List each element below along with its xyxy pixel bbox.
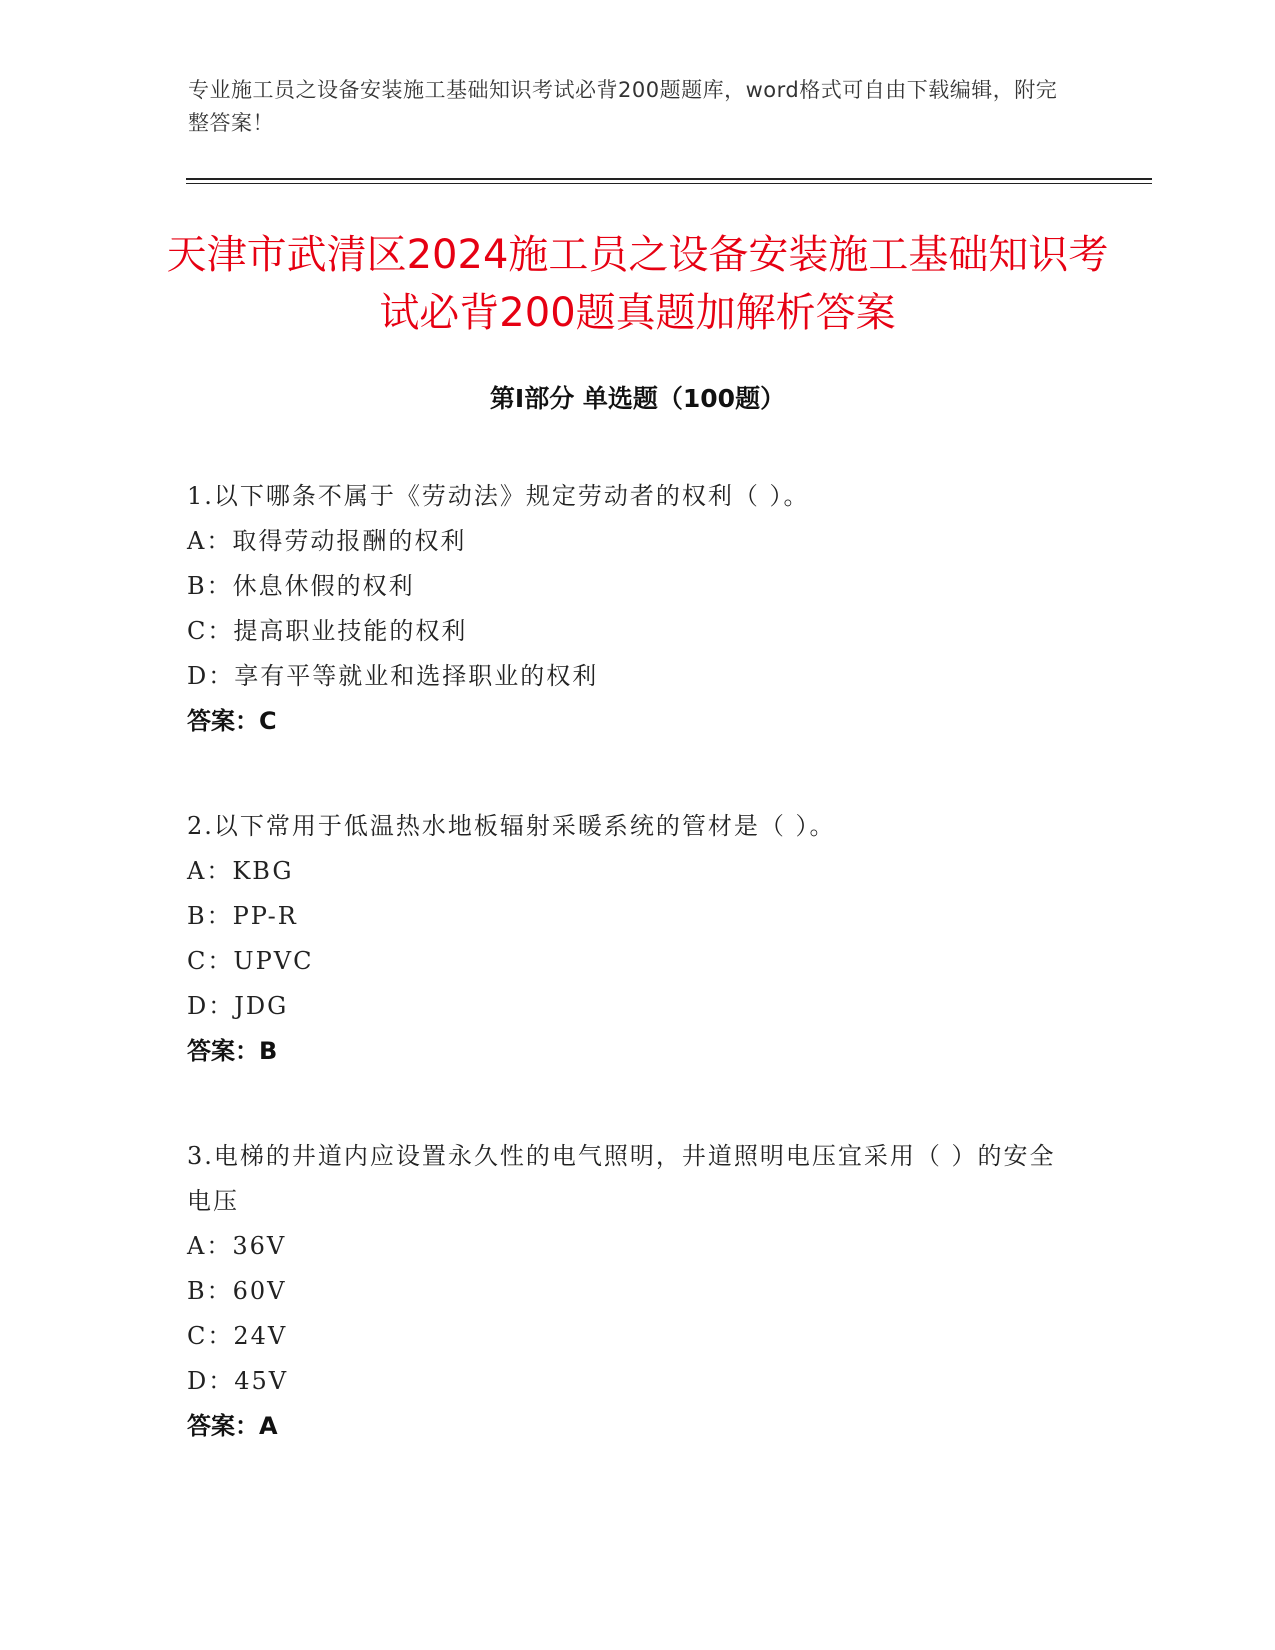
section-heading: 第Ⅰ部分 单选题（100题）	[489, 384, 786, 413]
option-c: C：24V	[187, 1322, 288, 1350]
option-c: C：UPVC	[187, 947, 314, 975]
option-a: A：KBG	[187, 857, 294, 885]
header-divider	[186, 178, 1152, 184]
question-3	[187, 1134, 1087, 1449]
option-a: A：取得劳动报酬的权利	[187, 527, 467, 555]
option-b: B：PP-R	[187, 902, 298, 930]
option-d: D：享有平等就业和选择职业的权利	[187, 662, 599, 690]
option-b: B：休息休假的权利	[187, 572, 415, 600]
question-2	[187, 804, 1087, 1074]
question-text: 2.以下常用于低温热水地板辐射采暖系统的管材是（ ）。	[187, 812, 836, 840]
question-list	[187, 474, 1087, 1449]
document-title: 天津市武清区2024施工员之设备安装施工基础知识考试必背200题真题加解析答案	[166, 232, 1109, 336]
answer: 答案：A	[187, 1412, 278, 1440]
option-c: C：提高职业技能的权利	[187, 617, 468, 645]
header-note: 专业施工员之设备安装施工基础知识考试必背200题题库，word格式可自由下载编辑，附完整答案！	[188, 78, 1058, 135]
answer: 答案：C	[187, 707, 277, 735]
option-d: D：JDG	[187, 992, 289, 1020]
option-d: D：45V	[187, 1367, 289, 1395]
question-text: 1.以下哪条不属于《劳动法》规定劳动者的权利（ ）。	[187, 482, 810, 510]
question-text: 3.电梯的井道内应设置永久性的电气照明，井道照明电压宜采用（ ）的安全电压	[187, 1142, 1056, 1215]
question-1	[187, 474, 1087, 744]
answer: 答案：B	[187, 1037, 278, 1065]
option-b: B：60V	[187, 1277, 287, 1305]
option-a: A：36V	[187, 1232, 287, 1260]
